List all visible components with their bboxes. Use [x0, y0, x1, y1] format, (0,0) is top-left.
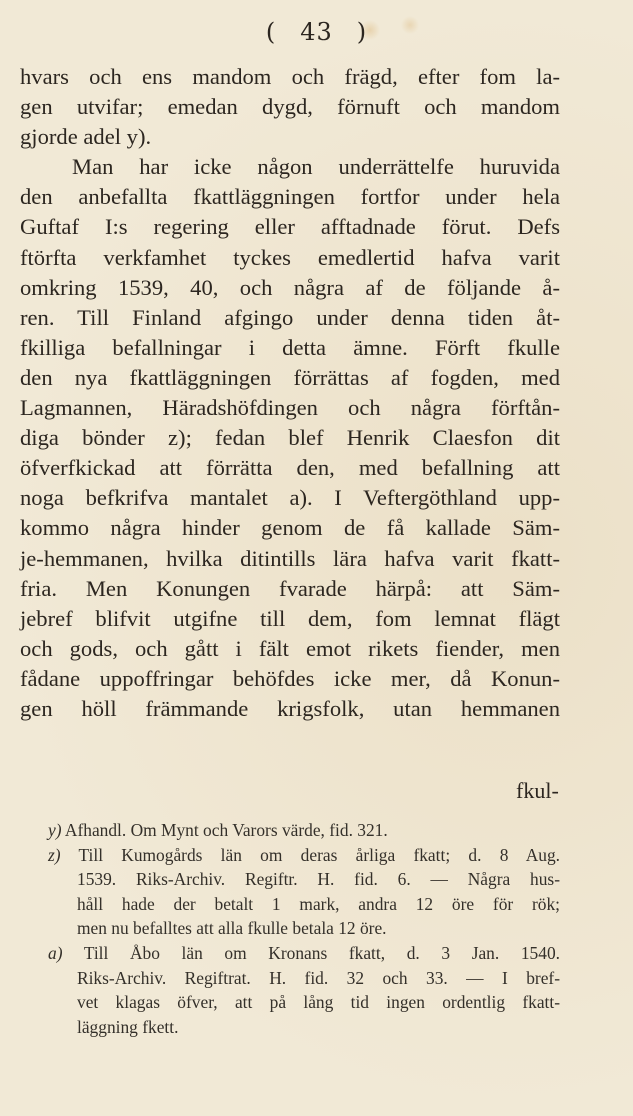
catchword: fkul- — [516, 778, 559, 803]
text-line: gen höll främmande krigsfolk, utan hemmanen — [20, 695, 560, 721]
footnote-a — [48, 941, 560, 966]
footnote-z — [48, 843, 560, 868]
text-line: jebref blifvit utgifne till dem, fom lemnat flägt — [20, 605, 560, 631]
text-line: och gods, och gått i fält emot rikets fiender, men — [20, 635, 560, 661]
text-line: fria. Men Konungen fvarade härpå: att Säm- — [20, 575, 560, 601]
text-line: öfverfkickad att förrätta den, med befallning att — [20, 455, 560, 481]
page-number — [0, 18, 633, 46]
text-line: ren. Till Finland afgingo under denna tiden åt- — [20, 304, 560, 330]
footnote-text: men nu befalltes att alla fkulle betala 12 öre. — [77, 918, 387, 939]
paragraph-start-line: Man har icke någon underrättelfe huruvida — [72, 154, 560, 180]
page-number-open-paren: ( — [265, 18, 277, 46]
text-line: hvars och ens mandom och frägd, efter fom la- — [20, 64, 560, 89]
text-line: Guftaf I:s regering eller afftadnade förut. Defs — [20, 214, 560, 240]
footnote-text: Till Åbo län om Kronans fkatt, d. 3 Jan. 1540. — [83, 942, 560, 963]
footnote-text: Riks-Archiv. Regiftrat. H. fid. 32 och 33. — I bref- — [77, 967, 560, 988]
main-text — [20, 62, 560, 724]
footnote-text: Afhandl. Om Mynt och Varors värde, fid. 321. — [64, 820, 388, 840]
footnote-text: 1539. Riks-Archiv. Regiftr. H. fid. 6. — Några hus- — [77, 869, 560, 890]
text-line: ftörfta verkfamhet tyckes emedlertid hafva varit — [20, 244, 560, 270]
text-line: fådane uppoffringar behöfdes icke mer, då Konun- — [20, 665, 560, 691]
footnote-text: håll hade der betalt 1 mark, andra 12 öre för rök; — [77, 893, 560, 914]
page-number-value: 43 — [300, 18, 333, 46]
footnote-y — [48, 818, 560, 843]
text-line: je-hemmanen, hvilka ditintills lära hafva varit fkatt- — [20, 545, 560, 571]
text-line: omkring 1539, 40, och några af de följande å- — [20, 274, 560, 300]
text-line: kommo några hinder genom de få kallade Säm- — [20, 515, 560, 541]
text-line: Lagmannen, Häradshöfdingen och några förftån- — [20, 395, 560, 421]
text-line: gen utvifar; emedan dygd, förnuft och mandom — [20, 94, 560, 120]
text-line: den nya fkattläggningen förrättas af fogden, med — [20, 364, 560, 390]
footnote-mark: a) — [48, 942, 63, 963]
footnote-text: läggning fkett. — [77, 1016, 179, 1037]
footnote-mark: y) — [48, 820, 62, 840]
footnote-text: Till Kumogårds län om deras årliga fkatt; d. 8 Aug. — [78, 844, 560, 865]
text-line: noga befkrifva mantalet a). I Veftergöthland upp- — [20, 485, 560, 511]
page-number-close-paren: ) — [356, 18, 368, 46]
footnotes — [48, 818, 560, 1039]
text-line: diga bönder z); fedan blef Henrik Claesfon dit — [20, 425, 560, 451]
footnote-mark: z) — [48, 844, 61, 865]
text-line: fkilliga befallningar i detta ämne. Förft fkulle — [20, 334, 560, 360]
text-line: den anbefallta fkattläggningen fortfor under hela — [20, 184, 560, 210]
text-line: gjorde adel y). — [20, 124, 152, 150]
footnote-text: vet klagas öfver, att på lång tid ingen ordentlig fkatt- — [77, 992, 560, 1013]
